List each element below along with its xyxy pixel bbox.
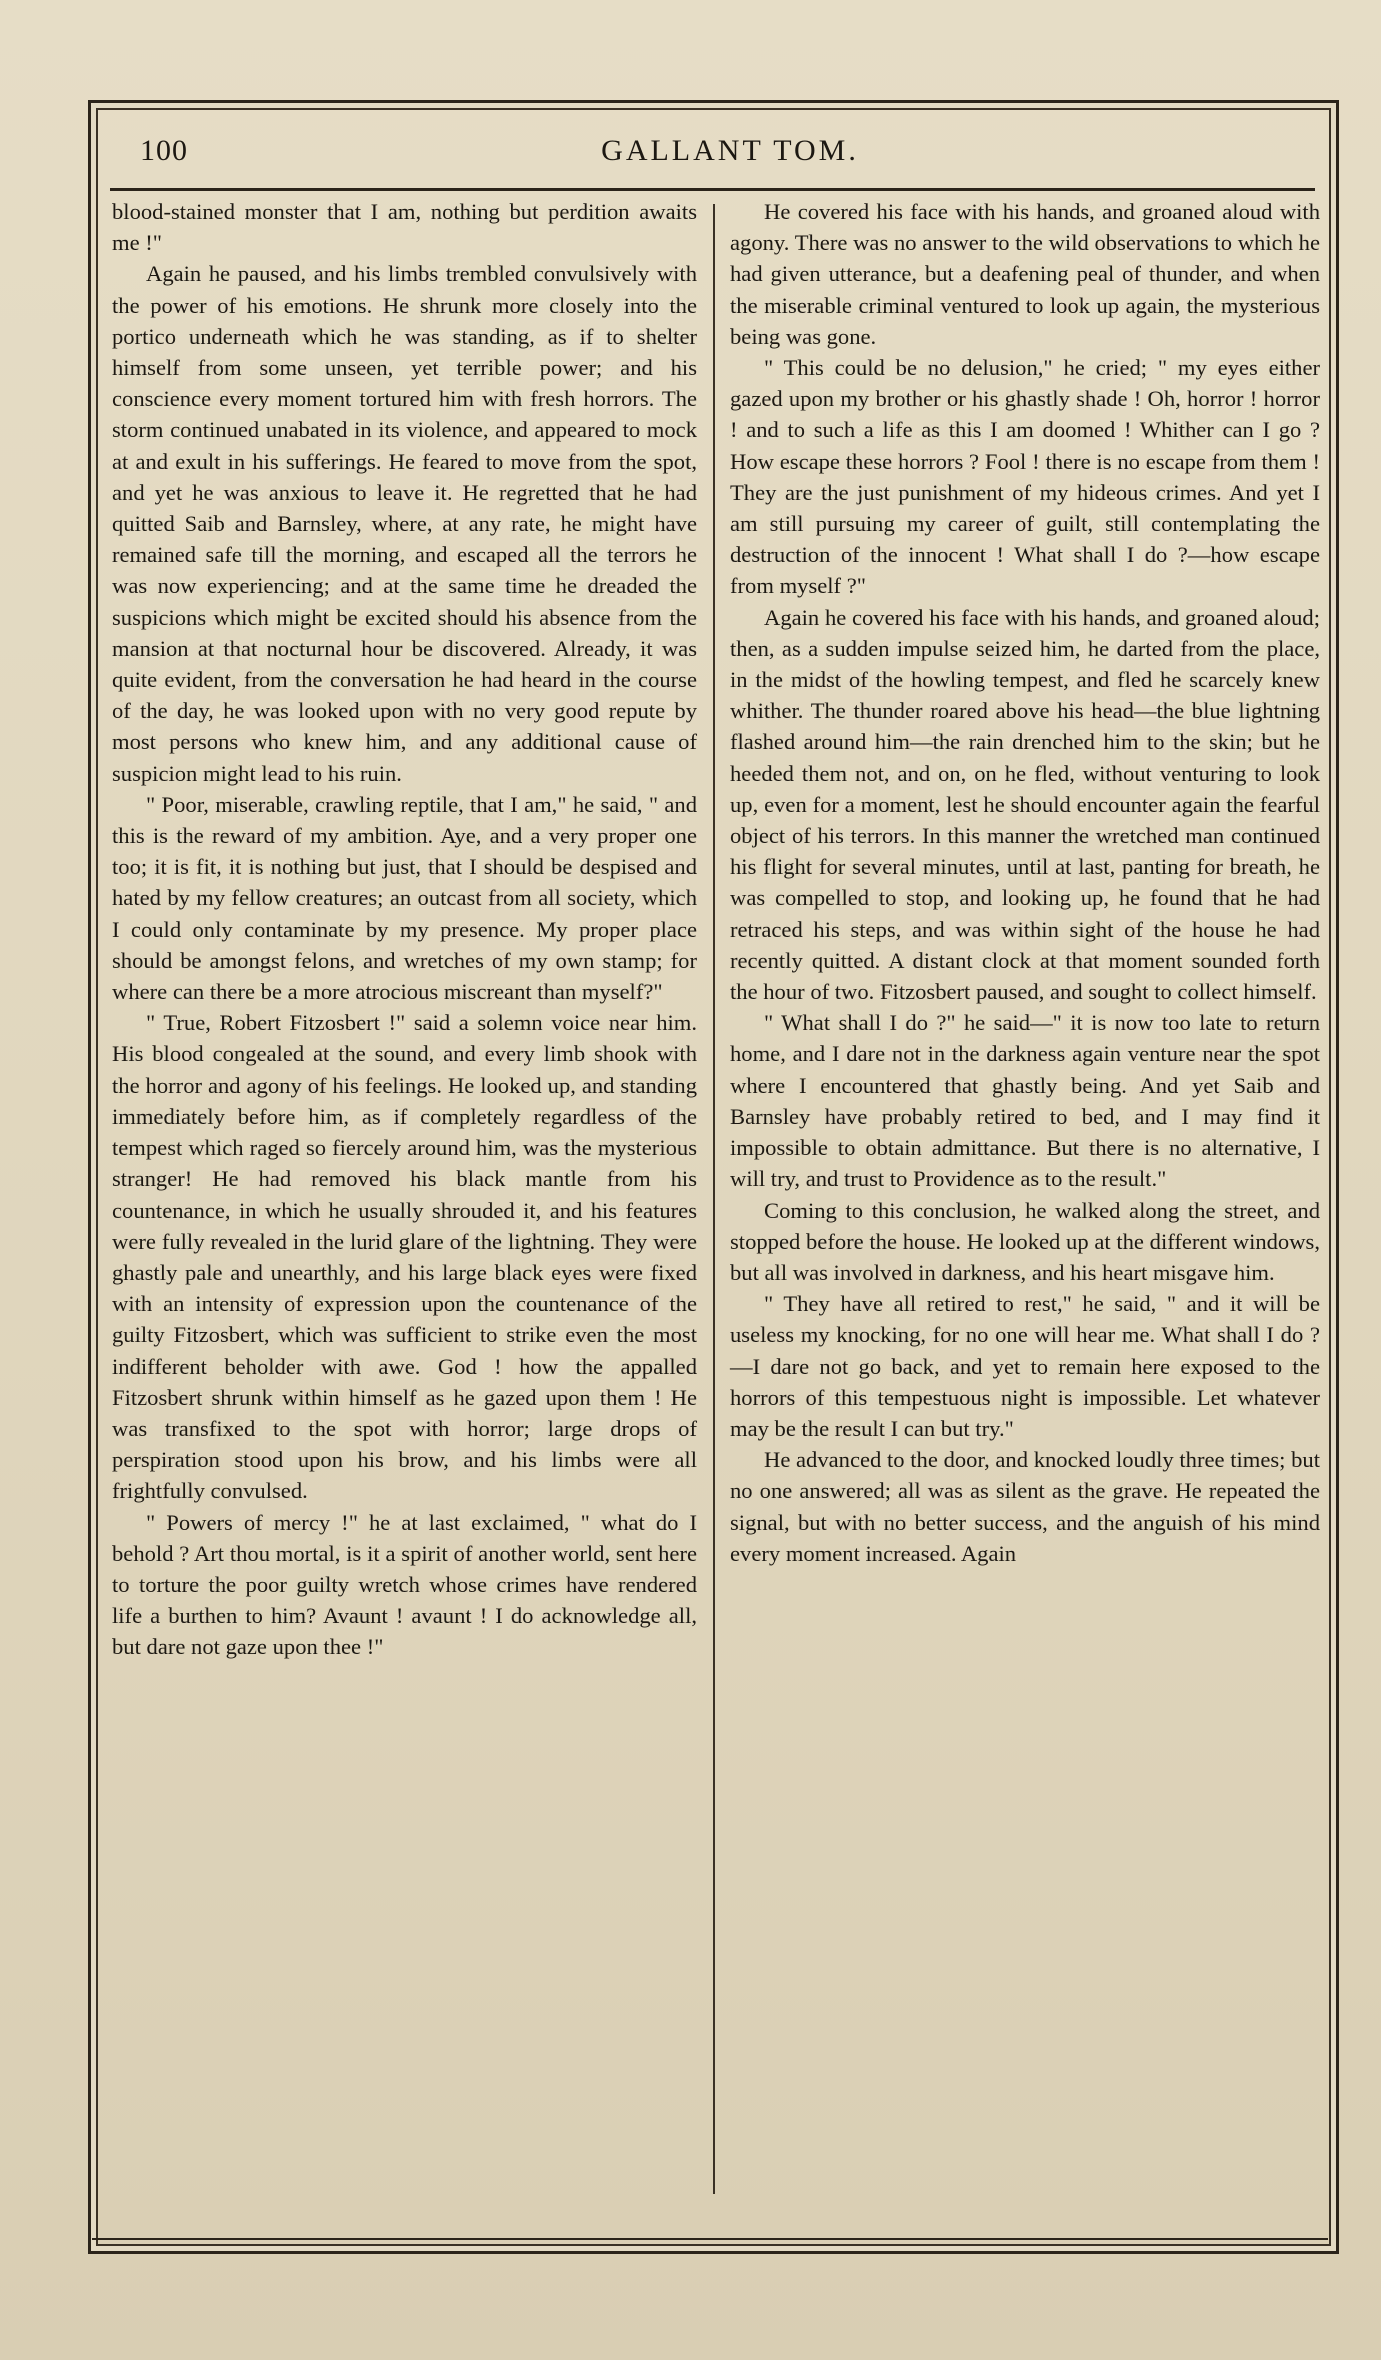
page-number: 100 — [140, 134, 188, 167]
paragraph: " What shall I do ?" he said—" it is now too late to return home, and I dare not in the darkness again venture near the spot where I encountered that ghastly being. And yet Saib and Barnsley have probably retired to bed, and I may find it impossible to obtain admittance. But there is no alternative, I will try, and trust to Providence as to the result." — [730, 1010, 1320, 1192]
text-columns — [112, 196, 1320, 2216]
paragraph: " Powers of mercy !" he at last exclaimed, " what do I behold ? Art thou mortal, is it a spirit of another world, sent here to torture the poor guilty wretch whose crimes have rendered life a burthen to him? Avaunt ! avaunt ! I do acknowledge all, but dare not gaze upon thee !" — [112, 1509, 697, 1660]
paragraph: " This could be no delusion," he cried; " my eyes either gazed upon my brother or his ghastly shade ! Oh, horror ! horror ! and to such a life as this I am doomed ! Whither can I go ? How escape these horrors ? Fool ! there is no escape from them ! They are the just punishment of my hideous crimes. And yet I am still pursuing my career of guilt, still contemplating the destruction of the innocent ! What shall I do ?—how escape from myself ?" — [730, 355, 1320, 599]
paragraph: " They have all retired to rest," he said, " and it will be useless my knocking, for no one will hear me. What shall I do ?—I dare not go back, and yet to remain here exposed to the horrors of this tempestuous night is impossible. Let whatever may be the result I can but try." — [730, 1291, 1320, 1441]
paragraph: " True, Robert Fitzosbert !" said a solemn voice near him. His blood congealed at the sound, and every limb shook with the horror and agony of his feelings. He looked up, and standing immediately before him, as if completely regardless of the tempest which raged so fiercely around him, was the mysterious stranger! He had removed his black mantle from his countenance, in which he usually shrouded it, and his features were fully revealed in the lurid glare of the lightning. They were ghastly pale and unearthly, and his large black eyes were fixed with an intensity of expression upon the countenance of the guilty Fitzosbert, which was sufficient to strike even the most indifferent beholder with awe. God ! how the appalled Fitzosbert shrunk within himself as he gazed upon them ! He was transfixed to the spot with horror; large drops of perspiration stood upon his brow, and his limbs were all frightfully convulsed. — [112, 1010, 697, 1504]
right-column — [730, 196, 1320, 1569]
paragraph: blood-stained monster that I am, nothing but perdition awaits me !" — [112, 199, 697, 256]
paragraph: " Poor, miserable, crawling reptile, that I am," he said, " and this is the reward of my ambition. Aye, and a very proper one too; it is fit, it is nothing but just, that I should be despised and hated by my fellow creatures; an outcast from all society, which I could only contaminate by my presence. My proper place should be amongst felons, and wretches of my own stamp; for where can there be a more atrocious miscreant than myself?" — [112, 791, 697, 1005]
paragraph: Again he covered his face with his hands, and groaned aloud; then, as a sudden impulse seized him, he darted from the place, in the midst of the howling tempest, and fled he scarcely knew whither. The thunder roared above his head—the blue lightning flashed around him—the rain drenched him to the skin; but he heeded them not, and on, on he fled, without venturing to look up, even for a moment, lest he should encounter again the fearful object of his terrors. In this manner the wretched man continued his flight for several minutes, until at last, panting for breath, he was compelled to stop, and looking up, he found that he had retraced his steps, and was within sight of the house he had recently quitted. A distant clock at that moment sounded forth the hour of two. Fitzosbert paused, and sought to collect himself. — [730, 604, 1320, 1005]
header-rule — [110, 188, 1315, 191]
paragraph: He advanced to the door, and knocked loudly three times; but no one answered; all was as silent as the grave. He repeated the signal, but with no better success, and the anguish of his mind every moment increased. Again — [730, 1447, 1320, 1566]
paragraph: He covered his face with his hands, and groaned aloud with agony. There was no answer to the wild observations to which he had given utterance, but a deafening peal of thunder, and when the miserable criminal ventured to look up again, the mysterious being was gone. — [730, 199, 1320, 349]
column-divider — [713, 204, 715, 2194]
left-column — [112, 196, 697, 1663]
paragraph: Coming to this conclusion, he walked along the street, and stopped before the house. He looked up at the different windows, but all was involved in darkness, and his heart misgave him. — [730, 1197, 1320, 1285]
running-head: GALLANT TOM. — [601, 134, 859, 167]
footer-rule — [92, 2238, 1328, 2240]
paragraph: Again he paused, and his limbs trembled convulsively with the power of his emotions. He shrunk more closely into the portico underneath which he was standing, as if to shelter himself from some unseen, yet terrible power; and his conscience every moment tortured him with fresh horrors. The storm continued unabated in its violence, and appeared to mock at and exult in his sufferings. He feared to move from the spot, and yet he was anxious to leave it. He regretted that he had quitted Saib and Barnsley, where, at any rate, he might have remained safe till the morning, and escaped all the terrors he was now experiencing; and at the same time he dreaded the suspicions which might be excited should his absence from the mansion at that nocturnal hour be discovered. Already, it was quite evident, from the conversation he had heard in the course of the day, he was looked upon with no very good repute by most persons who knew him, and any additional cause of suspicion might lead to his ruin. — [112, 261, 697, 786]
page-header — [140, 130, 1320, 190]
